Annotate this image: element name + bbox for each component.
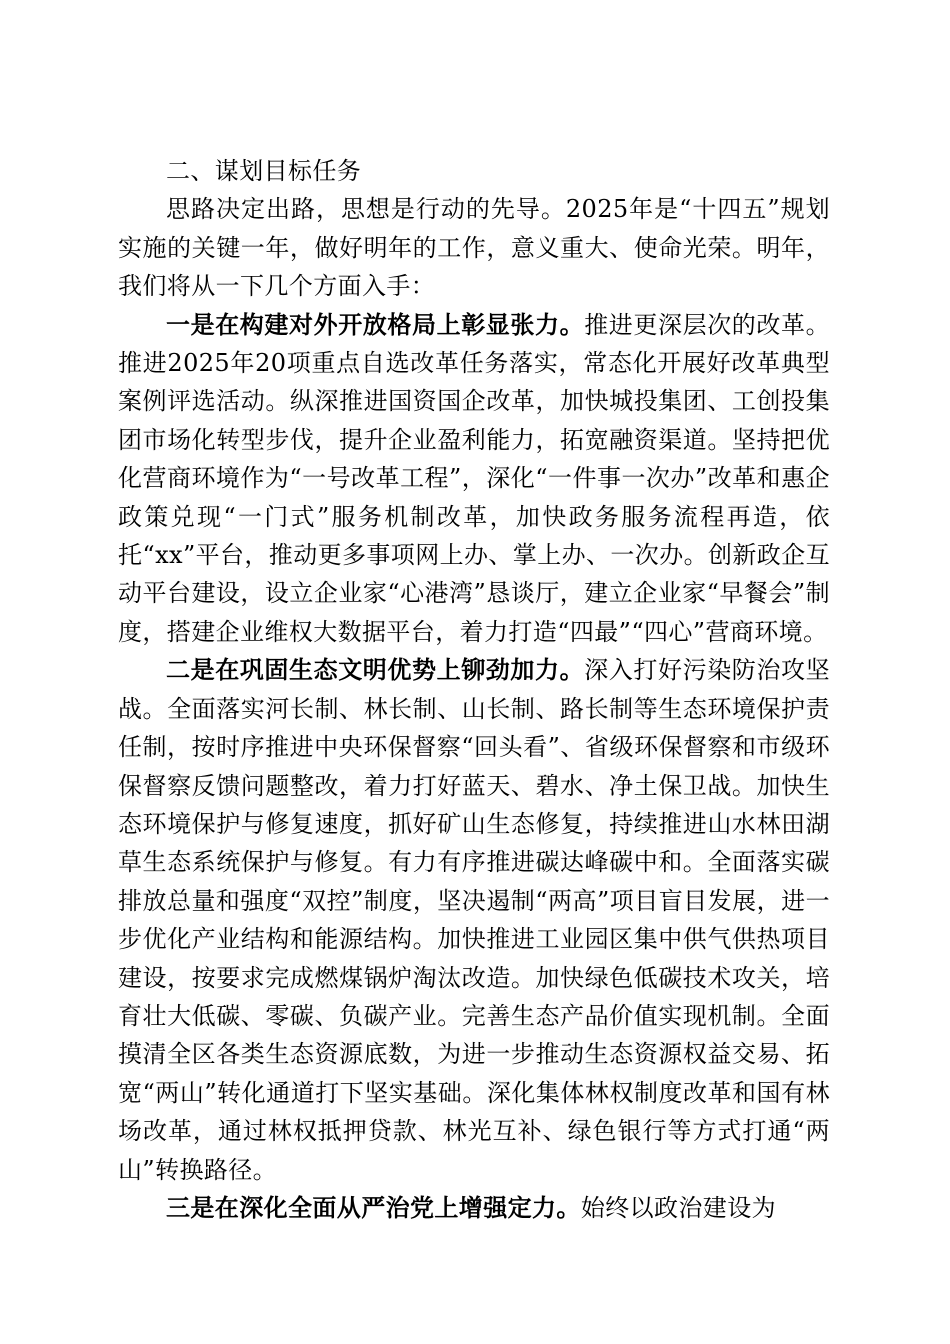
- paragraph-body-3: 始终以政治建设为: [580, 1193, 777, 1222]
- section-heading: 二、谋划目标任务: [166, 157, 362, 185]
- paragraph-lead-2: 二是在巩固生态文明优势上铆劲加力。: [166, 655, 585, 685]
- intro-paragraph: 思路决定出路，思想是行动的先导。2025年是“十四五”规划实施的关键一年，做好明年的工作，意义重大、使命光荣。明年，我们将从一下几个方面入手：: [118, 195, 830, 301]
- paragraph-body-2: 深入打好污染防治攻坚战。全面落实河长制、林长制、山长制、路长制等生态环境保护责任制，按时序推进中央环保督察“回头看”、省级环保督察和市级环保督察反馈问题整改，着力打好蓝天、碧水、净土保卫战。加快生态环境保护与修复速度，抓好矿山生态修复，持续推进山水林田湖草生态系统保护与修复。有力有序推进碳达峰碳中和。全面落实碳排放总量和强度“双控”制度，坚决遏制“两高”项目盲目发展，进一步优化产业结构和能源结构。加快推进工业园区集中供气供热项目建设，按要求完成燃煤锅炉淘汰改造。加快绿色低碳技术攻关，培育壮大低碳、零碳、负碳产业。完善生态产品价值实现机制。全面摸清全区各类生态资源底数，为进一步推动生态资源权益交易、拓宽“两山”转化通道打下坚实基础。深化集体林权制度改革和国有林场改革，通过林权抵押贷款、林光互补、绿色银行等方式打通“两山”转换路径。: [118, 656, 830, 1184]
- paragraph-item-2: [118, 651, 830, 1189]
- paragraph-lead-3: 三是在深化全面从严治党上增强定力。: [166, 1192, 581, 1222]
- paragraph-body-1: 推进更深层次的改革。推进2025年20项重点自选改革任务落实，常态化开展好改革典型案例评选活动。纵深推进国资国企改革，加快城投集团、工创投集团市场化转型步伐，提升企业盈利能力，拓宽融资渠道。坚持把优化营商环境作为“一号改革工程”，深化“一件事一次办”改革和惠企政策兑现“一门式”服务机制改革，加快政务服务流程再造，依托“xx”平台，推动更多事项网上办、掌上办、一次办。创新政企互动平台建设，设立企业家“心港湾”恳谈厅，建立企业家“早餐会”制度，搭建企业维权大数据平台，着力打造“四最”“四心”营商环境。: [118, 310, 831, 646]
- paragraph-item-3: [118, 1189, 830, 1227]
- paragraph-item-1: [118, 306, 830, 652]
- document-body: [118, 152, 830, 1227]
- paragraph-lead-1: 一是在构建对外开放格局上彰显张力。: [166, 309, 585, 339]
